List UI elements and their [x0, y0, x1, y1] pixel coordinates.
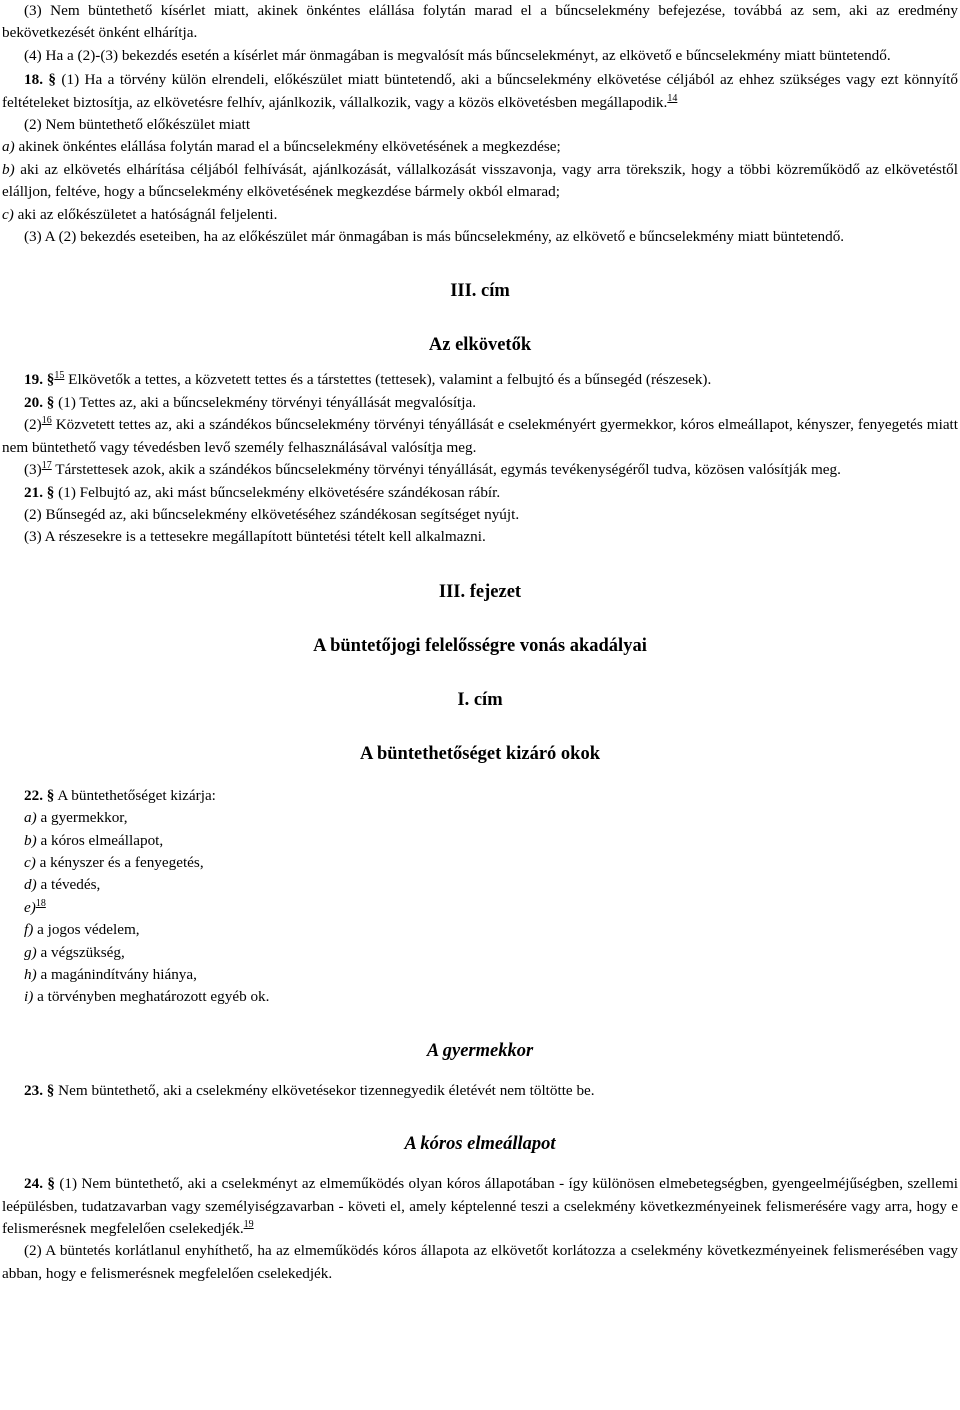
- paragraph: (3) A részesekre is a tettesekre megállapított büntetési tételt kell alkalmazni.: [24, 528, 486, 546]
- item-label: g): [24, 943, 37, 961]
- section-sign: §: [48, 71, 56, 89]
- section-number: 18.: [24, 71, 43, 89]
- footnote-link[interactable]: 16: [41, 415, 52, 427]
- section-sign: §: [46, 483, 55, 501]
- list-item: [2, 204, 958, 226]
- item-label: e): [24, 898, 36, 916]
- list-item: [2, 964, 958, 986]
- heading-chapter-title: A büntetőjogi felelősségre vonás akadályai: [313, 635, 647, 656]
- paragraph: (4) Ha a (2)-(3) bekezdés esetén a kísérlet már önmagában is megvalósít más bűncselekményt, az elkövető e bűncselekmény miatt büntetendő.: [24, 46, 891, 64]
- list-item: [2, 159, 958, 204]
- section-23: [2, 1080, 958, 1102]
- item-text: aki az elkövetés elhárítása céljából felhívását, ajánlkozását, vállalkozását visszavonja, vagy arra törekszik, hogy a többi közreműködő az elkövetéstől elálljon, feltéve, hogy a bűncselekmény elkövetésének megkezdése bármely okból elmarad;: [2, 160, 958, 201]
- item-text: akinek önkéntes elállása folytán marad el a bűncselekmény elkövetésének a megkezdése;: [14, 138, 561, 156]
- section-sign: §: [46, 393, 55, 411]
- item-text: aki az előkészületet a hatóságnál feljelenti.: [13, 205, 278, 223]
- list-item: [2, 897, 958, 919]
- section-number: 24.: [24, 1175, 43, 1193]
- list-item: [2, 807, 958, 829]
- item-label: c): [24, 853, 36, 871]
- section-text: (1) Nem büntethető, aki a cselekményt az elmeműködés olyan kóros állapotában - így különösen elmebetegségben, gyengeelméjűségben, szellemi leépülésben, tudatzavarban vagy személyiségzavarban - követi el, amely képtelenné teszi a cselekmény következményeinek felismerésére vagy arra, hogy e felismerésnek megfelelően cselekedjék.: [2, 1175, 958, 1237]
- paragraph-text: Közvetett tettes az, aki a szándékos bűncselekmény törvényi tényállását e cselekményért gyermekkor, kóros elmeállapot, kényszer, fenyegetés miatt nem büntethető vagy tévedésben levő személy felhasználásával valósítja meg.: [2, 416, 958, 456]
- list-item: [2, 852, 958, 874]
- section-21: [2, 482, 958, 504]
- section-text: (1) Tettes az, aki a bűncselekmény törvényi tényállását megvalósítja.: [54, 393, 477, 411]
- paragraph: [2, 414, 958, 459]
- section-number: 21.: [24, 483, 43, 501]
- paragraph: (3) A (2) bekezdés eseteiben, ha az előkészület már önmagában is más bűncselekmény, az elkövető e bűncselekmény miatt büntetendő.: [24, 228, 845, 246]
- item-label: h): [24, 965, 37, 983]
- list-item: [2, 136, 958, 158]
- section-text: A büntethetőséget kizárja:: [54, 786, 216, 804]
- item-text: a törvényben meghatározott egyéb ok.: [33, 988, 270, 1006]
- item-label: d): [24, 876, 37, 894]
- section-number: 22.: [24, 786, 43, 804]
- section-sign: §: [46, 1081, 55, 1099]
- paragraph-label: (3): [24, 461, 42, 479]
- list-item: [2, 830, 958, 852]
- item-text: a jogos védelem,: [33, 921, 140, 939]
- section-sign: §: [47, 1175, 55, 1193]
- paragraph: (3) Nem büntethető kísérlet miatt, akinek önkéntes elállása folytán marad el a bűncselekmény befejezése, továbbá az sem, aki az eredmény bekövetkezését önként elhárítja.: [2, 2, 958, 42]
- footnote-link[interactable]: 17: [41, 460, 52, 472]
- item-text: a tévedés,: [36, 876, 101, 894]
- item-label: c): [2, 205, 14, 223]
- item-text: a kényszer és a fenyegetés,: [35, 853, 204, 871]
- footnote-link[interactable]: 15: [54, 370, 65, 382]
- item-label: b): [24, 831, 37, 849]
- paragraph: (2) Nem büntethető előkészület miatt: [24, 116, 251, 134]
- item-text: a kóros elmeállapot,: [36, 831, 164, 849]
- heading-gyermekkor: A gyermekkor: [426, 1040, 534, 1061]
- list-item: [2, 942, 958, 964]
- section-sign: §: [46, 371, 55, 389]
- heading-chapter-iii: III. fejezet: [438, 581, 522, 602]
- item-text: a gyermekkor,: [36, 809, 128, 827]
- paragraph: (2) A büntetés korlátlanul enyhíthető, ha az elmeműködés kóros állapota az elkövetőt korlátozza a cselekmény következményeinek felismerésében vagy abban, hogy e felismerésnek megfelelően cselekedjék.: [2, 1242, 958, 1282]
- section-text: Elkövetők a tettes, a közvetett tettes és a társtettes (tettesek), valamint a felbujtó és a bűnsegéd (részesek).: [64, 371, 712, 389]
- list-item: [2, 986, 958, 1008]
- section-19: [2, 369, 958, 391]
- footnote-link[interactable]: 19: [243, 1218, 254, 1230]
- heading-title-i: I. cím: [457, 689, 503, 710]
- item-text: a magánindítvány hiánya,: [36, 965, 197, 983]
- footnote-link[interactable]: 18: [35, 897, 46, 909]
- item-label: b): [2, 160, 15, 178]
- section-18: [2, 69, 958, 114]
- heading-koros-elmeallapot: A kóros elmeállapot: [404, 1134, 556, 1155]
- paragraph: [2, 459, 958, 481]
- section-text: (1) Felbujtó az, aki mást bűncselekmény elkövetésére szándékosan rábír.: [54, 483, 501, 501]
- paragraph-text: Társtettesek azok, akik a szándékos bűncselekmény törvényi tényállását, egymás tevékenységéről tudva, közösen valósítják meg.: [51, 461, 841, 479]
- footnote-link[interactable]: 14: [667, 92, 678, 104]
- section-24: [2, 1173, 958, 1240]
- heading-kizaro-okok: A büntethetőséget kizáró okok: [360, 743, 600, 764]
- item-label: f): [24, 921, 34, 939]
- section-number: 23.: [24, 1081, 43, 1099]
- section-text: (1) Ha a törvény külön elrendeli, előkészület miatt büntetendő, aki a bűncselekmény elkövetése céljából az ehhez szükséges vagy ezt könnyítő feltételeket biztosítja, az elkövetésre felhív, ajánlkozik, vállalkozik, vagy a közös elkövetésben megállapodik.: [2, 71, 958, 111]
- item-label: i): [24, 988, 34, 1006]
- item-label: a): [24, 809, 37, 827]
- paragraph: (2) Bűnsegéd az, aki bűncselekmény elkövetéséhez szándékosan segítséget nyújt.: [24, 505, 520, 523]
- list-item: [2, 919, 958, 941]
- list-item: [2, 874, 958, 896]
- section-number: 19.: [24, 371, 43, 389]
- section-sign: §: [46, 786, 55, 804]
- section-number: 20.: [24, 393, 43, 411]
- item-text: a végszükség,: [36, 943, 125, 961]
- section-text: Nem büntethető, aki a cselekmény elkövetésekor tizennegyedik életévét nem töltötte be.: [54, 1081, 595, 1099]
- heading-title-iii: III. cím: [450, 281, 510, 302]
- paragraph-label: (2): [24, 416, 42, 434]
- item-label: a): [2, 138, 15, 156]
- section-20: [2, 392, 958, 414]
- heading-elkovetok: Az elkövetők: [428, 335, 532, 356]
- section-22: [2, 785, 958, 807]
